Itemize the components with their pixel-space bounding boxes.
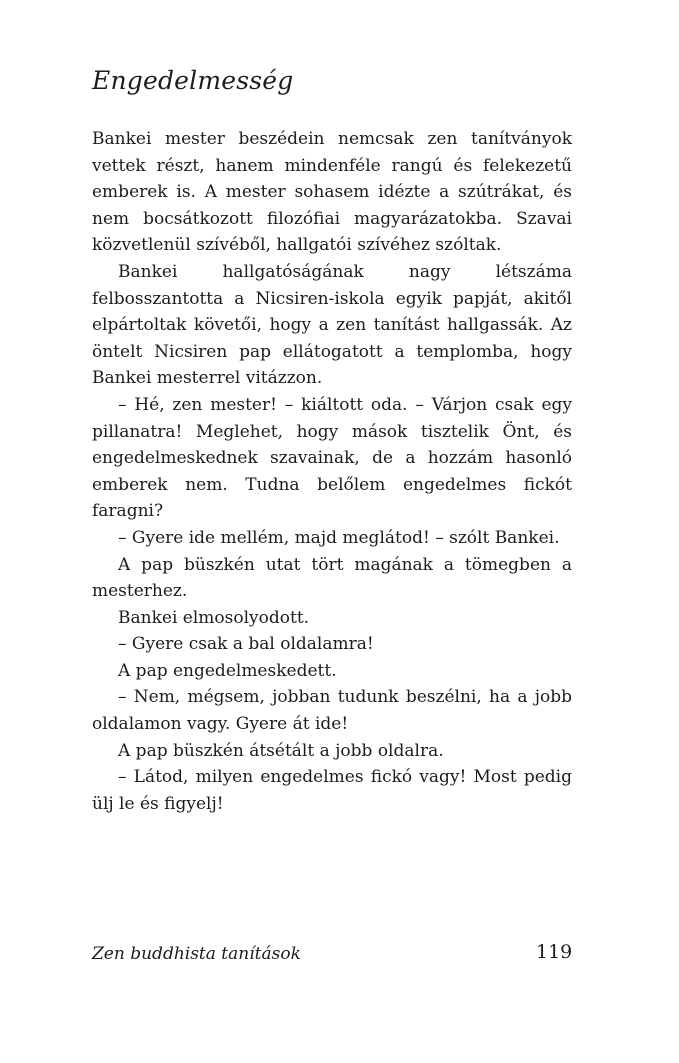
paragraph: Bankei elmosolyodott. — [118, 607, 310, 628]
chapter-body — [92, 126, 572, 817]
page-number: 119 — [536, 941, 573, 963]
chapter-title: Engedelmesség — [92, 66, 294, 95]
paragraph: – Nem, mégsem, jobban tudunk beszélni, ha a jobb oldalamon vagy. Gyere át ide! — [92, 687, 572, 735]
paragraph: – Látod, milyen engedelmes fickó vagy! Most pedig ülj le és figyelj! — [92, 767, 572, 814]
footer-book-title: Zen buddhista tanítások — [92, 944, 301, 964]
paragraph: Bankei mester beszédein nemcsak zen tanítványok vettek részt, hanem mindenféle rangú és felekezetű emberek is. A mester sohasem idézte a szútrákat, és nem bocsátkozott filozófiai magyarázatokba. Szavai közvetlenül szívéből, hallgatói szívéhez szóltak. — [92, 129, 572, 256]
paragraph: – Gyere csak a bal oldalamra! — [118, 634, 374, 655]
paragraph: A pap büszkén átsétált a jobb oldalra. — [118, 740, 444, 761]
paragraph: A pap engedelmeskedett. — [118, 660, 337, 681]
paragraph: Bankei hallgatóságának nagy létszáma felbosszantotta a Nicsiren-iskola egyik papját, akitől elpártoltak követői, hogy a zen tanítást hallgassák. Az öntelt Nicsiren pap ellátogatott a templomba, hogy Bankei mesterrel vitázzon. — [92, 261, 572, 389]
paragraph: – Hé, zen mester! – kiáltott oda. – Várjon csak egy pillanatra! Meglehet, hogy mások tisztelik Önt, és engedelmeskednek szavainak, de a hozzám hasonló emberek nem. Tudna belőlem engedelmes fickót faragni? — [92, 394, 572, 522]
paragraph: A pap büszkén utat tört magának a tömegben a mesterhez. — [92, 554, 572, 602]
paragraph: – Gyere ide mellém, majd meglátod! – szólt Bankei. — [118, 527, 560, 548]
